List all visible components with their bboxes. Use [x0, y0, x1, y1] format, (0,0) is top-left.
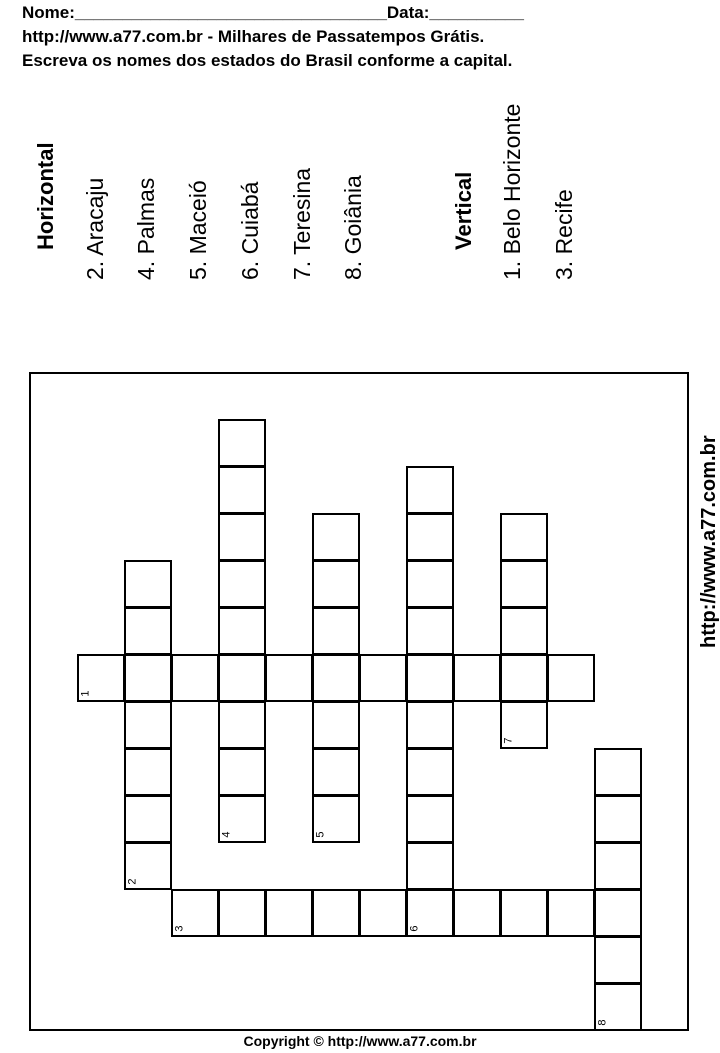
crossword-cell[interactable] — [406, 466, 454, 514]
crossword-cell[interactable] — [124, 842, 172, 890]
crossword-cell[interactable] — [312, 560, 360, 608]
crossword-cell[interactable] — [500, 513, 548, 561]
crossword-cell[interactable] — [406, 560, 454, 608]
crossword-cell[interactable] — [218, 513, 266, 561]
crossword-cell[interactable] — [218, 889, 266, 937]
crossword-cell[interactable] — [312, 748, 360, 796]
crossword-cell[interactable] — [312, 513, 360, 561]
crossword-cell[interactable] — [312, 607, 360, 655]
name-date-line: Nome:_________________________________Data:__________ — [22, 3, 524, 22]
crossword-cell[interactable] — [265, 889, 313, 937]
clue-number: 4 — [220, 831, 233, 838]
crossword-cell[interactable] — [312, 701, 360, 749]
horizontal-clues-title: Horizontal — [33, 142, 58, 250]
clue-horizontal-8: 8. Goiânia — [340, 175, 366, 280]
clue-horizontal-5: 5. Maceió — [185, 180, 211, 280]
crossword-cell[interactable] — [124, 654, 172, 702]
crossword-cell[interactable] — [500, 889, 548, 937]
instruction-line: Escreva os nomes dos estados do Brasil conforme a capital. — [22, 51, 513, 70]
crossword-cell[interactable] — [406, 748, 454, 796]
crossword-cell[interactable] — [406, 607, 454, 655]
clue-vertical-3: 3. Recife — [551, 189, 577, 280]
crossword-cell[interactable] — [594, 936, 642, 984]
crossword-cell[interactable] — [218, 466, 266, 514]
crossword-cell[interactable] — [453, 654, 501, 702]
crossword-cell[interactable] — [218, 560, 266, 608]
crossword-cell[interactable] — [359, 889, 407, 937]
crossword-cell[interactable] — [218, 701, 266, 749]
crossword-cell[interactable] — [312, 654, 360, 702]
crossword-cell[interactable] — [171, 654, 219, 702]
clue-number: 1 — [79, 690, 92, 697]
crossword-cell[interactable] — [359, 654, 407, 702]
clue-number: 6 — [408, 925, 421, 932]
crossword-cell[interactable] — [500, 654, 548, 702]
crossword-cell[interactable] — [500, 701, 548, 749]
crossword-cell[interactable] — [406, 654, 454, 702]
side-url: http://www.a77.com.br — [698, 435, 720, 648]
crossword-cell[interactable] — [312, 889, 360, 937]
clue-horizontal-4: 4. Palmas — [133, 177, 159, 280]
clue-number: 2 — [126, 878, 139, 885]
crossword-cell[interactable] — [171, 889, 219, 937]
crossword-cell[interactable] — [218, 607, 266, 655]
clue-number: 7 — [502, 737, 515, 744]
crossword-cell[interactable] — [500, 607, 548, 655]
clue-number: 5 — [314, 831, 327, 838]
clue-horizontal-6: 6. Cuiabá — [237, 181, 263, 280]
vertical-clues-title: Vertical — [451, 171, 476, 250]
clue-number: 3 — [173, 925, 186, 932]
crossword-cell[interactable] — [547, 654, 595, 702]
crossword-cell[interactable] — [594, 795, 642, 843]
clue-horizontal-2: 2. Aracaju — [82, 177, 108, 280]
crossword-cell[interactable] — [124, 795, 172, 843]
copyright: Copyright © http://www.a77.com.br — [243, 1033, 477, 1049]
crossword-cell[interactable] — [124, 748, 172, 796]
crossword-cell[interactable] — [594, 748, 642, 796]
crossword-cell[interactable] — [500, 560, 548, 608]
crossword-cell[interactable] — [547, 889, 595, 937]
crossword-cell[interactable] — [594, 842, 642, 890]
crossword-cell[interactable] — [406, 513, 454, 561]
site-line: http://www.a77.com.br - Milhares de Passatempos Grátis. — [22, 27, 485, 46]
crossword-cell[interactable] — [453, 889, 501, 937]
crossword-cell[interactable] — [406, 795, 454, 843]
crossword-cell[interactable] — [124, 607, 172, 655]
crossword-cell[interactable] — [77, 654, 125, 702]
clue-number: 8 — [596, 1019, 609, 1026]
crossword-cell[interactable] — [406, 701, 454, 749]
crossword-cell[interactable] — [406, 842, 454, 890]
crossword-cell[interactable] — [218, 795, 266, 843]
crossword-cell[interactable] — [594, 889, 642, 937]
crossword-cell[interactable] — [218, 419, 266, 467]
crossword-cell[interactable] — [265, 654, 313, 702]
crossword-cell[interactable] — [124, 701, 172, 749]
crossword-cell[interactable] — [594, 983, 642, 1031]
crossword-cell[interactable] — [218, 654, 266, 702]
clue-horizontal-7: 7. Teresina — [289, 167, 315, 280]
crossword-cell[interactable] — [406, 889, 454, 937]
clue-vertical-1: 1. Belo Horizonte — [499, 103, 525, 280]
crossword-cell[interactable] — [124, 560, 172, 608]
crossword-cell[interactable] — [312, 795, 360, 843]
crossword-cell[interactable] — [218, 748, 266, 796]
